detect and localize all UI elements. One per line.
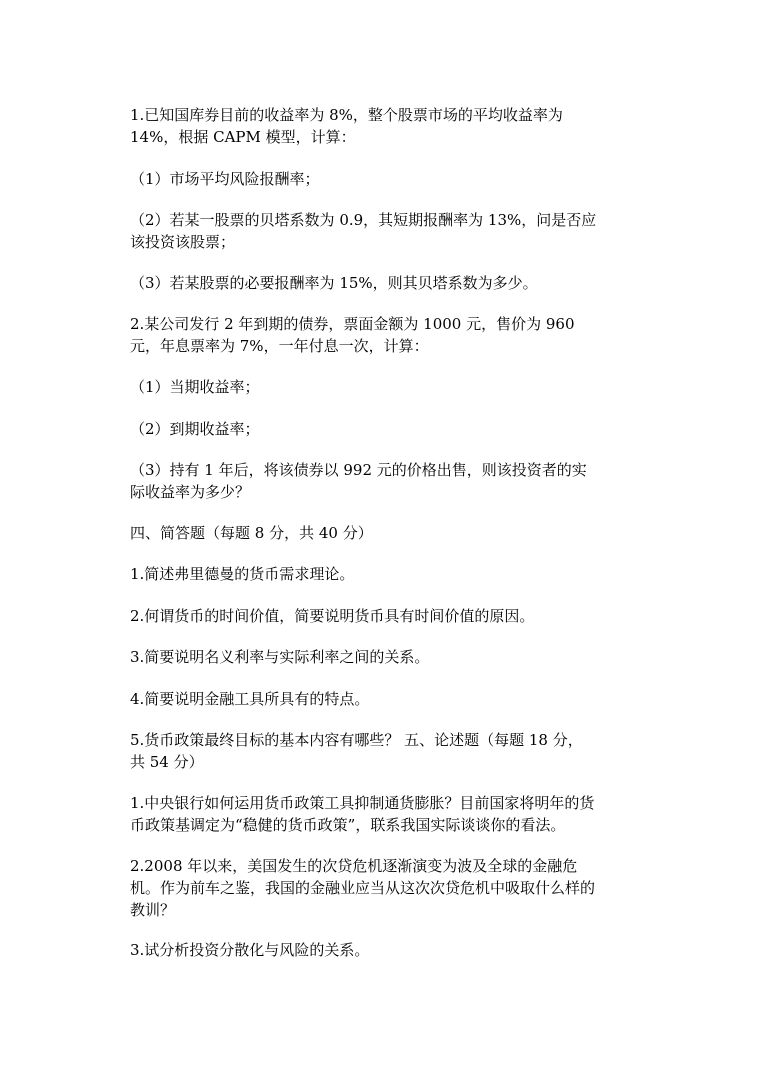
text-line: 该投资该股票； bbox=[130, 233, 236, 251]
short-answer-5-and-essay-heading bbox=[130, 729, 640, 773]
short-answer-1 bbox=[130, 563, 640, 585]
text-line: 际收益率为多少？ bbox=[130, 483, 251, 501]
text-line: 14%，根据 CAPM 模型，计算： bbox=[130, 128, 356, 146]
text-line: 教训？ bbox=[130, 901, 176, 919]
text-line: （3）持有 1 年后，将该债券以 992 元的价格出售，则该投资者的实 bbox=[130, 461, 587, 479]
question-2-part-1 bbox=[130, 376, 640, 398]
essay-1 bbox=[130, 792, 640, 836]
short-answer-4 bbox=[130, 688, 640, 710]
text-line: 2.某公司发行 2 年到期的债券，票面金额为 1000 元，售价为 960 bbox=[130, 315, 575, 333]
text-line: （3）若某股票的必要报酬率为 15%，则其贝塔系数为多少。 bbox=[130, 274, 538, 292]
text-line: 1.中央银行如何运用货币政策工具抑制通货膨胀？目前国家将明年的货 bbox=[130, 794, 595, 812]
text-line: 1.已知国库券目前的收益率为 8%，整个股票市场的平均收益率为 bbox=[130, 106, 563, 124]
question-2-part-2 bbox=[130, 418, 640, 440]
text-line: 3.简要说明名义利率与实际利率之间的关系。 bbox=[130, 648, 430, 666]
text-line: 机。作为前车之鉴，我国的金融业应当从这次次贷危机中吸取什么样的 bbox=[130, 879, 596, 897]
essay-3 bbox=[130, 939, 640, 961]
short-answer-2 bbox=[130, 605, 640, 627]
question-2-part-3 bbox=[130, 459, 640, 503]
text-line: （1）当期收益率； bbox=[130, 378, 260, 396]
text-line: （2）若某一股票的贝塔系数为 0.9，其短期报酬率为 13%，问是否应 bbox=[130, 211, 597, 229]
section-heading-short-answer bbox=[130, 522, 640, 544]
text-line: 4.简要说明金融工具所具有的特点。 bbox=[130, 690, 370, 708]
text-line: 币政策基调定为“稳健的货币政策”，联系我国实际谈谈你的看法。 bbox=[130, 816, 566, 834]
text-line: 共 54 分） bbox=[130, 753, 204, 771]
text-line: 元，年息票率为 7%，一年付息一次，计算： bbox=[130, 337, 429, 355]
text-line: 2.2008 年以来，美国发生的次贷危机逐渐演变为波及全球的金融危 bbox=[130, 857, 578, 875]
text-line: （1）市场平均风险报酬率； bbox=[130, 170, 320, 188]
text-line: 四、简答题（每题 8 分，共 40 分） bbox=[130, 524, 373, 542]
question-1-part-3 bbox=[130, 272, 640, 294]
text-line: 5.货币政策最终目标的基本内容有哪些？ 五、论述题（每题 18 分， bbox=[130, 731, 583, 749]
text-line: 2.何谓货币的时间价值，简要说明货币具有时间价值的原因。 bbox=[130, 607, 535, 625]
question-1-stem bbox=[130, 104, 640, 148]
question-1-part-2 bbox=[130, 209, 640, 253]
text-line: 3.试分析投资分散化与风险的关系。 bbox=[130, 941, 370, 959]
question-2-stem bbox=[130, 313, 640, 357]
question-1-part-1 bbox=[130, 168, 640, 190]
short-answer-3 bbox=[130, 646, 640, 668]
text-line: 1.简述弗里德曼的货币需求理论。 bbox=[130, 565, 355, 583]
text-line: （2）到期收益率； bbox=[130, 420, 260, 438]
essay-2 bbox=[130, 855, 640, 921]
